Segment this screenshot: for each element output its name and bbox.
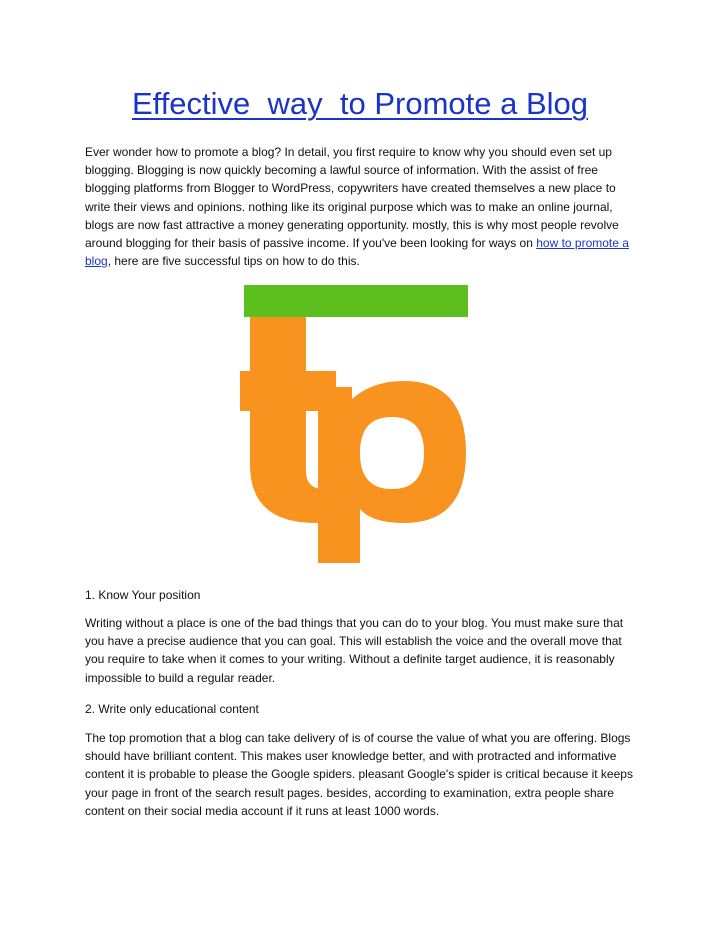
logo-green-bar [244,285,468,317]
intro-text-end: , here are five successful tips on how to do this. [107,254,360,269]
section-paragraph: Writing without a place is one of the bad things that you can do to your blog. You must make sure that you have a precise audience that you can goal. This will establish the voice and the overall move that you require to take when it comes to your writing. Without a definite target audience, it is reasonably impossible to build a regular reader. [85,616,624,685]
section-heading: 1. Know Your position [85,588,201,602]
logo-letter-p [318,381,466,563]
intro-text: Ever wonder how to promote a blog? In detail, you first require to know why you should even set up blogging. Blogging is now quickly becoming a lawful source of information. With the assist of free blogging platforms from Blogger to WordPress, copywriters have created themselves a new place to write their views and opinions. nothing like its original purpose which was to make an online journal, blogs are now fast attractive a money generating opportunity. mostly, this is why most people revolve around blogging for their basis of passive income. If you've been looking for ways on [85,145,619,251]
tp-logo-image [240,283,472,575]
promote-blog-link[interactable]: how to promote a blog [85,236,629,269]
intro-paragraph [85,143,641,270]
section-heading: 2. Write only educational content [85,702,259,716]
section-paragraph: The top promotion that a blog can take delivery of is of course the value of what you are offering. Blogs should have brilliant content. This makes user knowledge better, and with protracted and informative content it is probable to please the Google spiders. pleasant Google's spider is critical because it keeps your page in front of the search result pages. besides, according to examination, extra people share content on their social media account if it runs at least 1000 words. [85,731,633,818]
page-title: Effective way to Promote a Blog [131,86,589,121]
